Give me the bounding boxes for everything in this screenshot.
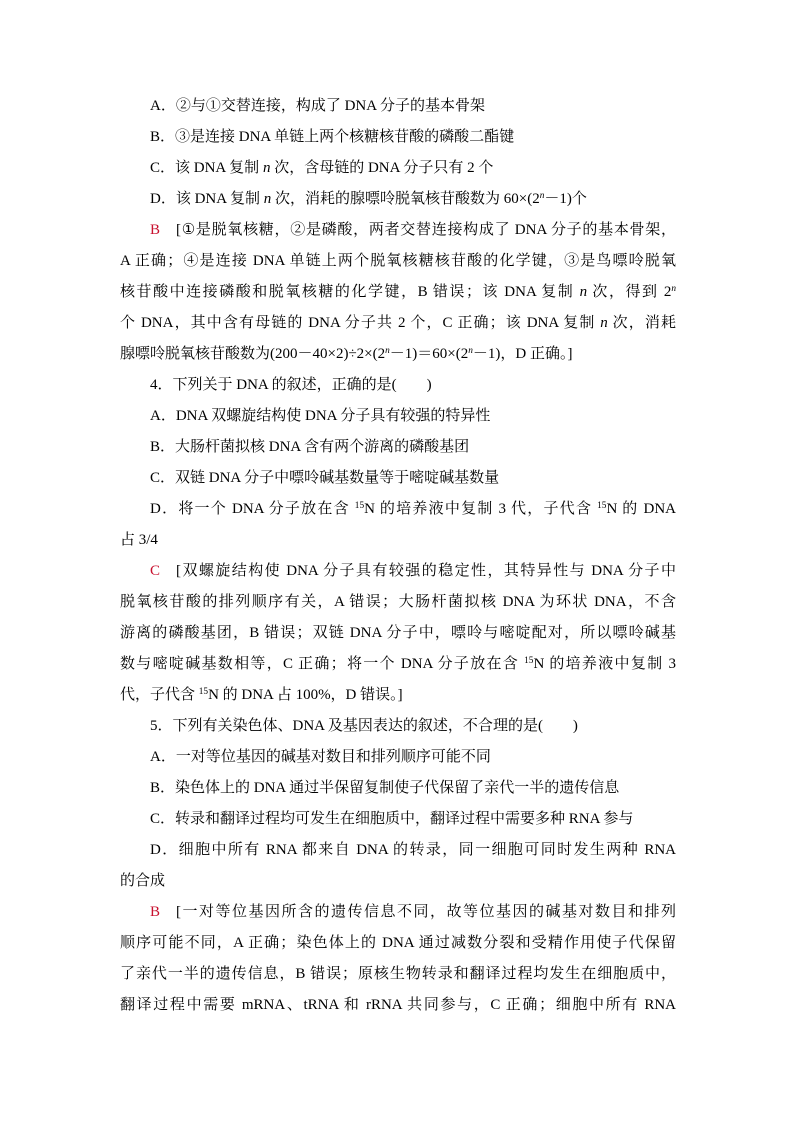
text-line bbox=[120, 835, 676, 866]
options-list bbox=[120, 91, 676, 215]
text-segment: 次，含母链的 DNA 分子只有 2 个 bbox=[270, 160, 494, 176]
text-segment: 次，消耗的腺嘌呤脱氧核苷酸数为 60×(2 bbox=[271, 191, 540, 207]
text-line bbox=[120, 587, 676, 618]
superscript: 15 bbox=[354, 501, 365, 512]
text-segment: 的合成 bbox=[120, 873, 166, 889]
option-label: B． bbox=[150, 780, 176, 796]
text-segment: ②与①交替连接，构成了 DNA 分子的基本骨架 bbox=[175, 98, 486, 114]
text-segment: N 的 DNA 占 100%，D 错误。] bbox=[208, 687, 403, 703]
option-d bbox=[120, 184, 676, 215]
text-line bbox=[120, 184, 676, 215]
text-line bbox=[120, 339, 676, 370]
answer-key: B bbox=[150, 222, 161, 238]
superscript-variable: n bbox=[539, 191, 545, 202]
text-line bbox=[120, 742, 676, 773]
text-segment: [①是脱氧核糖，②是磷酸，两者交替连接构成了 DNA 分子的基本骨架， bbox=[176, 222, 676, 238]
option-label: A． bbox=[150, 749, 176, 765]
text-line bbox=[120, 866, 676, 897]
option-label: D． bbox=[150, 501, 179, 517]
option-a bbox=[120, 401, 676, 432]
option-label: B． bbox=[150, 129, 176, 145]
answer-explanation bbox=[120, 556, 676, 711]
option-label: C． bbox=[150, 160, 176, 176]
text-segment: 翻译过程中需要 mRNA、tRNA 和 rRNA 共同参与，C 正确；细胞中所有 RNA bbox=[120, 997, 676, 1013]
option-label: C． bbox=[150, 811, 176, 827]
text-line bbox=[120, 928, 676, 959]
italic-variable: n bbox=[262, 160, 271, 176]
text-line bbox=[120, 401, 676, 432]
text-segment: 该 DNA 复制 bbox=[175, 191, 264, 207]
question-number: 4． bbox=[150, 377, 173, 393]
options-list bbox=[120, 742, 676, 897]
options-list bbox=[120, 401, 676, 556]
option-b bbox=[120, 122, 676, 153]
text-line bbox=[120, 153, 676, 184]
text-segment: 双链 DNA 分子中嘌呤碱基数量等于嘧啶碱基数量 bbox=[175, 470, 500, 486]
text-segment: 下列关于 DNA 的叙述，正确的是( ) bbox=[172, 377, 432, 393]
text-line bbox=[120, 897, 676, 928]
question-stem bbox=[120, 370, 676, 401]
option-a bbox=[120, 91, 676, 122]
text-line bbox=[120, 525, 676, 556]
superscript: 15 bbox=[198, 687, 209, 698]
text-segment: DNA 双螺旋结构使 DNA 分子具有较强的特异性 bbox=[175, 408, 491, 424]
question-block bbox=[120, 711, 676, 1021]
superscript: 15 bbox=[524, 656, 534, 667]
text-segment: 占 3/4 bbox=[120, 532, 158, 548]
text-line bbox=[120, 494, 676, 525]
option-c bbox=[120, 463, 676, 494]
text-line bbox=[120, 618, 676, 649]
text-line bbox=[120, 122, 676, 153]
superscript-variable: n bbox=[385, 346, 390, 357]
document-page bbox=[120, 91, 676, 1021]
text-line bbox=[120, 370, 676, 401]
text-segment: 核苷酸中连接磷酸和脱氧核糖的化学键，B 错误；该 DNA 复制 bbox=[120, 284, 580, 300]
text-segment: A 正确；④是连接 DNA 单链上两个脱氧核糖核苷酸的化学键，③是鸟嘌呤脱氧 bbox=[120, 253, 676, 269]
text-line bbox=[120, 711, 676, 742]
text-segment: 次，消耗 bbox=[607, 315, 676, 331]
question-stem bbox=[120, 711, 676, 742]
text-segment: 次，得到 2 bbox=[587, 284, 672, 300]
text-segment: 代，子代含 bbox=[120, 687, 199, 703]
text-line bbox=[120, 246, 676, 277]
text-segment: ③是连接 DNA 单链上两个核糖核苷酸的磷酸二酯键 bbox=[175, 129, 515, 145]
option-label: D． bbox=[150, 842, 179, 858]
question-block bbox=[120, 370, 676, 711]
answer-key: C bbox=[150, 563, 161, 579]
text-line bbox=[120, 556, 676, 587]
option-b bbox=[120, 432, 676, 463]
text-segment: [双螺旋结构使 DNA 分子具有较强的稳定性，其特异性与 DNA 分子中 bbox=[176, 563, 676, 579]
text-segment: N 的 DNA bbox=[606, 501, 676, 517]
option-d bbox=[120, 494, 676, 556]
italic-variable: n bbox=[579, 284, 588, 300]
superscript-variable: n bbox=[468, 346, 473, 357]
option-label: D． bbox=[150, 191, 176, 207]
text-line bbox=[120, 91, 676, 122]
text-segment: －1)＝60×(2 bbox=[389, 346, 469, 362]
option-a bbox=[120, 742, 676, 773]
italic-variable: n bbox=[263, 191, 272, 207]
option-label: C． bbox=[150, 470, 176, 486]
option-label: A． bbox=[150, 408, 176, 424]
text-segment: 一对等位基因的碱基对数目和排列顺序可能不同 bbox=[175, 749, 491, 765]
text-line bbox=[120, 649, 676, 680]
question-number: 5． bbox=[150, 718, 173, 734]
text-segment: 大肠杆菌拟核 DNA 含有两个游离的磷酸基团 bbox=[175, 439, 470, 455]
text-segment: 数与嘧啶碱基数相等，C 正确；将一个 DNA 分子放在含 bbox=[120, 656, 525, 672]
text-segment: －1)，D 正确。] bbox=[472, 346, 573, 362]
text-segment: 染色体上的 DNA 通过半保留复制使子代保留了亲代一半的遗传信息 bbox=[175, 780, 620, 796]
option-label: A． bbox=[150, 98, 176, 114]
superscript-variable: n bbox=[671, 284, 676, 295]
option-c bbox=[120, 153, 676, 184]
answer-explanation bbox=[120, 215, 676, 370]
text-line bbox=[120, 990, 676, 1021]
text-line bbox=[120, 277, 676, 308]
text-line bbox=[120, 959, 676, 990]
option-d bbox=[120, 835, 676, 897]
text-segment: 细胞中所有 RNA 都来自 DNA 的转录，同一细胞可同时发生两种 RNA bbox=[178, 842, 676, 858]
text-line bbox=[120, 804, 676, 835]
text-segment: N 的培养液中复制 3 bbox=[533, 656, 676, 672]
answer-key: B bbox=[150, 904, 161, 920]
text-segment: [一对等位基因所含的遗传信息不同，故等位基因的碱基对数目和排列 bbox=[176, 904, 676, 920]
option-c bbox=[120, 804, 676, 835]
text-segment: 顺序可能不同，A 正确；染色体上的 DNA 通过减数分裂和受精作用使子代保留 bbox=[120, 935, 676, 951]
option-label: B． bbox=[150, 439, 176, 455]
text-segment: 脱氧核苷酸的排列顺序有关，A 错误；大肠杆菌拟核 DNA 为环状 DNA，不含 bbox=[120, 594, 676, 610]
text-segment: 该 DNA 复制 bbox=[175, 160, 263, 176]
text-segment: 将一个 DNA 分子放在含 bbox=[178, 501, 355, 517]
text-line bbox=[120, 432, 676, 463]
text-segment: 转录和翻译过程均可发生在细胞质中，翻译过程中需要多种 RNA 参与 bbox=[175, 811, 634, 827]
text-line bbox=[120, 680, 676, 711]
text-segment: 游离的磷酸基团，B 错误；双链 DNA 分子中，嘌呤与嘧啶配对，所以嘌呤碱基 bbox=[120, 625, 676, 641]
superscript: 15 bbox=[597, 501, 607, 512]
italic-variable: n bbox=[600, 315, 608, 331]
question-block bbox=[120, 91, 676, 370]
text-segment: 了亲代一半的遗传信息，B 错误；原核生物转录和翻译过程均发生在细胞质中， bbox=[120, 966, 676, 982]
text-line bbox=[120, 308, 676, 339]
text-line bbox=[120, 773, 676, 804]
text-segment: N 的培养液中复制 3 代，子代含 bbox=[364, 501, 598, 517]
text-line bbox=[120, 215, 676, 246]
answer-explanation bbox=[120, 897, 676, 1021]
text-line bbox=[120, 463, 676, 494]
text-segment: 下列有关染色体、DNA 及基因表达的叙述，不合理的是( ) bbox=[172, 718, 578, 734]
text-segment: －1)个 bbox=[544, 191, 587, 207]
text-segment: 腺嘌呤脱氧核苷酸数为(200－40×2)÷2×(2 bbox=[120, 346, 386, 362]
option-b bbox=[120, 773, 676, 804]
text-segment: 个 DNA，其中含有母链的 DNA 分子共 2 个，C 正确；该 DNA 复制 bbox=[120, 315, 601, 331]
